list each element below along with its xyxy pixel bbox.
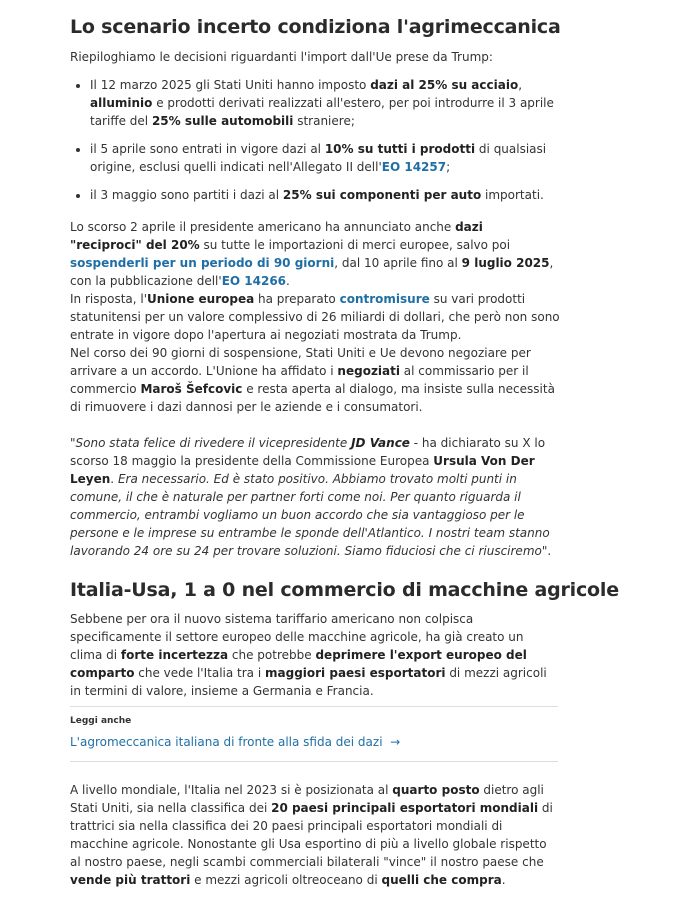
countermeasures-link[interactable]: contromisure (339, 292, 430, 306)
text-bold: 10% su tutti i prodotti (324, 142, 476, 156)
text: Nel corso dei 90 giorni di sospensione, Stati Uniti e Ue devono negoziare per arrivare a un accordo. L'Unione ha affidato i (70, 346, 531, 378)
text: di trattrici sia nella classifica dei 20 paesi principali esportatori mondiali di macchine agricole. Nonostante gli Usa esportino di più a livello globale rispetto al nostro paese, negli scambi commerciali bilaterali "vince" il nostro paese che (70, 801, 553, 869)
text: . (110, 472, 118, 486)
tariff-list (70, 76, 560, 204)
text: straniere; (293, 114, 355, 128)
list-item (90, 140, 560, 176)
text: e prodotti derivati realizzati all'estero, per poi introdurre il 3 aprile tariffe del (90, 96, 554, 128)
text-bold: negoziati (337, 364, 400, 378)
quote-mark: ". (541, 544, 552, 558)
eu-response-paragraph (70, 290, 560, 416)
read-also-label: Leggi anche (70, 716, 132, 726)
text-bold: alluminio (90, 96, 153, 110)
eo-14257-link[interactable]: EO 14257 (381, 160, 447, 174)
suspension-link[interactable]: sospenderli per un periodo di 90 giorni (70, 256, 335, 270)
quote-mark: " (70, 436, 76, 450)
text: In risposta, l' (70, 292, 148, 306)
arrow-right-icon: → (390, 735, 401, 749)
text-bold-italic: JD Vance (351, 436, 410, 450)
list-item (90, 76, 560, 130)
read-also-link-text: L'agromeccanica italiana di fronte alla sfida dei dazi (70, 735, 383, 749)
intro-paragraph: Riepiloghiamo le decisioni riguardanti l'import dall'Ue prese da Trump: (70, 50, 493, 64)
text: , (518, 78, 523, 92)
text: di mezzi agricoli in termini di valore, insieme a Germania e Francia. (70, 666, 547, 698)
text: e mezzi agricoli oltreoceano di (190, 873, 382, 887)
text: . (501, 873, 506, 887)
eo-14266-link[interactable]: EO 14266 (221, 274, 287, 288)
text: che vede l'Italia tra i (134, 666, 265, 680)
section-title-scenario: Lo scenario incerto condiziona l'agrimeccanica (70, 16, 561, 38)
text-bold: dazi al 25% su acciaio (370, 78, 519, 92)
text: importati. (481, 188, 544, 202)
text: Lo scorso 2 aprile il presidente americano ha annunciato anche (70, 220, 456, 234)
text-bold: dazi "reciproci" del 20% (70, 220, 483, 252)
text: che potrebbe (228, 648, 316, 662)
text: . (286, 274, 290, 288)
text-bold: 20 paesi principali esportatori mondiali (271, 801, 539, 815)
text: - ha dichiarato su X lo scorso 18 maggio la presidente della Commissione Europea (70, 436, 546, 468)
text: A livello mondiale, l'Italia nel 2023 si è posizionata al (70, 783, 393, 797)
text-bold: Ursula Von Der Leyen (70, 454, 535, 486)
reciprocal-duties-paragraph (70, 218, 558, 290)
read-also-link[interactable] (70, 733, 558, 751)
text-bold: deprimere l'export europeo del comparto (70, 648, 527, 680)
text: su vari prodotti statunitensi per un valore complessivo di 26 miliardi di dollari, che però non sono entrate in vigore dopo l'apertura ai negoziati mostrata da Trump. (70, 292, 560, 342)
text-bold: Maroš Šefcovic (140, 382, 243, 396)
read-also-box (70, 706, 558, 762)
text-bold: 25% sulle automobili (151, 114, 294, 128)
text: su tutte le importazioni di merci europee, salvo poi (199, 238, 511, 252)
text: , dal 10 aprile fino al (334, 256, 462, 270)
text: il 5 aprile sono entrati in vigore dazi al (90, 142, 325, 156)
text-bold: 9 luglio 2025 (461, 256, 550, 270)
text-bold: forte incertezza (120, 648, 229, 662)
ranking-paragraph (70, 781, 560, 889)
text-bold: Unione europea (147, 292, 255, 306)
text-bold: quarto posto (392, 783, 480, 797)
text-bold: vende più trattori (70, 873, 191, 887)
text: ; (446, 160, 451, 174)
section-title-italia-usa: Italia-Usa, 1 a 0 nel commercio di macchine agricole (70, 579, 619, 601)
text-italic: Sono stata felice di rivedere il vicepresidente (75, 436, 352, 450)
text-bold: 25% sui componenti per auto (282, 188, 482, 202)
export-paragraph (70, 610, 556, 700)
text: ha preparato (254, 292, 340, 306)
text: di qualsiasi origine, esclusi quelli indicati nell'Allegato II dell' (90, 142, 547, 174)
text: e resta aperta al dialogo, ma insiste sulla necessità di rimuovere i dazi dannosi per le aziende e i consumatori. (70, 382, 555, 414)
text: il 3 maggio sono partiti i dazi al (90, 188, 283, 202)
text: al commissario per il commercio (70, 364, 529, 396)
text: Sebbene per ora il nuovo sistema tariffario americano non colpisca specificamente il settore europeo delle macchine agricole, ha già creato un clima di (70, 612, 524, 662)
text: dietro agli Stati Uniti, sia nella classifica dei (70, 783, 544, 815)
text-italic: Era necessario. Ed è stato positivo. Abbiamo trovato molti punti in comune, il che è naturale per partner forti come noi. Per quanto riguarda il commercio, entrambi vogliamo un buon accordo che sia vantaggioso per le persone e le imprese su entrambe le sponde dell'Atlantico. I nostri team stanno lavorando 24 ore su 24 per trovare soluzioni. Siamo fiduciosi che ci riusciremo (70, 472, 550, 558)
text: , con la pubblicazione dell' (70, 256, 554, 288)
text-bold: maggiori paesi esportatori (265, 666, 446, 680)
text-bold: quelli che compra (381, 873, 502, 887)
quote-paragraph (70, 434, 560, 560)
list-item (90, 186, 560, 204)
text: Il 12 marzo 2025 gli Stati Uniti hanno imposto (90, 78, 371, 92)
